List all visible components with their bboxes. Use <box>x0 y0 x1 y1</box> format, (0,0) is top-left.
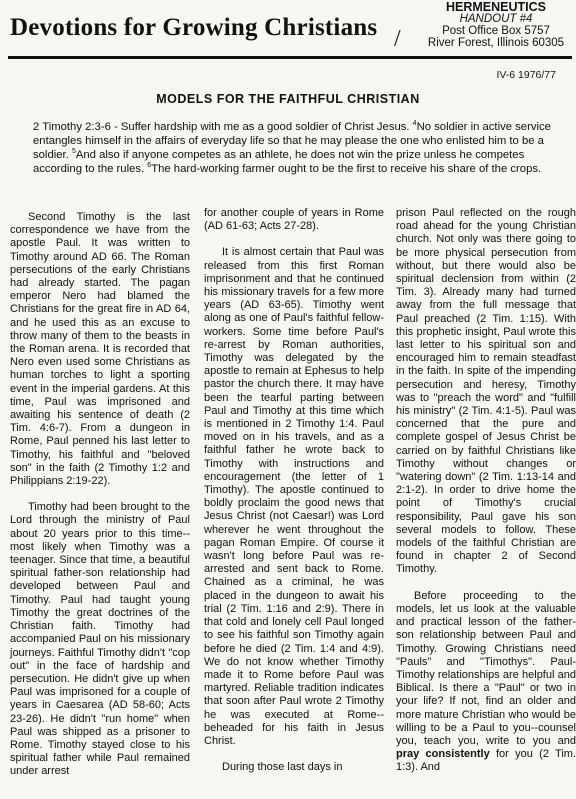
verse-3: - Suffer hardship with me as a good soldier of Christ Jesus. <box>110 121 413 133</box>
article-title: MODELS FOR THE FAITHFUL CHRISTIAN <box>156 92 420 106</box>
paragraph: During those last days in <box>222 761 343 774</box>
verse-number-5: 5 <box>71 148 76 156</box>
series-name: HERMENEUTICS <box>445 0 546 14</box>
column-2 <box>204 207 384 787</box>
paragraph: It is almost certain that Paul was released from this first Roman imprisonment and that he continued his missionary travels for a few more years (AD 63-65). Timothy went along as one of Paul's faithful fellow-workers. Some time before Paul's re-arrest by Roman authorities, Timothy was delegated by the apostle to remain at Ephesus to help pastor the church there. It may have been the tearful parting between Paul and Timothy at this time which is mentioned in 2 Timothy 1:4. Paul moved on in his travels, and as a faithful father he wrote back to Timothy with instructions and encouragement (the letter of 1 Timothy). The apostle continued to boldly proclaim the good news that Jesus Christ (not Caesar!) was Lord wherever he went throughout the pagan Roman Empire. Of course it wasn't long before Paul was re-arrested and sent back to Rome. Chained as a criminal, he was placed in the dungeon to await his trial (2 Tim. 1:16 and 2:9). There in that cold and lonely cell Paul longed to see his faithful son Timothy again before he died (2 Tim. 1:4 and 4:9). We do not know whether Timothy made it to Rome before Paul was martyred. Reliable tradition indicates that soon after Paul wrote 2 Timothy he was executed at Rome--beheaded for his faith in Jesus Christ. <box>204 246 384 747</box>
masthead-rule <box>8 56 572 59</box>
address-line-1: Post Office Box 5757 <box>442 25 550 37</box>
handout-number: HANDOUT #4 <box>459 13 533 25</box>
scripture-reference: 2 Timothy 2:3-6 <box>33 121 111 133</box>
verse-4: No soldier in active service entangles himself in the affairs of everyday life so that he may please the one who enlisted him to be a soldier. <box>33 121 551 161</box>
title-slash: / <box>394 26 401 52</box>
verse-6: The hard-working farmer ought to be the first to receive his share of the crops. <box>151 163 542 175</box>
verse-number-4: 4 <box>412 120 417 128</box>
emphasis-text: pray consistently <box>396 748 490 761</box>
paragraph-continued: prison Paul reflected on the rough road ahead for the young Christian church. Not only was there going to be more physical persecution from without, but there would also be spiritual declension from within (2 Tim. 3). Already many had turned away from the full message that Paul preached (2 Tim. 1:15). With this prophetic insight, Paul wrote this last letter to his spiritual son and encouraged him to remain steadfast in the faith. In spite of the impending persecution and heresy, Timothy was to "preach the word" and "fulfill his ministry" (2 Tim. 4:1-5). Paul was concerned that the pure and complete gospel of Jesus Christ be carried on by faithful Christians like Timothy without changes or "watering down" (2 Tim. 1:13-14 and 2:1-2). In order to drive home the point of Timothy's crucial responsibility, Paul gave his son several models to follow. These models of the faithful Christian are found in chapter 2 of Second Timothy. <box>396 207 576 576</box>
newsletter-title: Devotions for Growing Christians <box>10 14 378 41</box>
paragraph <box>396 590 576 775</box>
column-1 <box>10 211 190 792</box>
paragraph: Second Timothy is the last correspondence we have from the apostle Paul. It was written to Timothy around AD 66. The Roman persecutions of the early Christians had already started. The pagan emperor Nero had blamed the Christians for the great fire in AD 64, and he used this as an excuse to throw many of them to the beasts in the Roman arena. It is recorded that Nero even used some Christians as human torches to light a sporting event in the imperial gardens. At this time, Paul was imprisoned and awaiting his sentence of death (2 Tim. 4:6-7). From a dungeon in Rome, Paul penned his last letter to Timothy, his faithful and "beloved son" in the faith (2 Timothy 1:2 and Philippians 2:19-22). <box>10 211 190 488</box>
paragraph-text: Before proceeding to the models, let us look at the valuable and practical lesson of the father-son relationship between Paul and Timothy. Growing Christians need "Pauls" and "Timothys". Paul-Timothy relationships are helpful and Biblical. Is there a "Paul" or two in your life? If not, find an older and more mature Christian who would be willing to be a Paul to you--counsel you, teach you, write to you and <box>396 589 576 747</box>
paragraph: Timothy had been brought to the Lord through the ministry of Paul about 20 years prior to this time--most likely when Timothy was a teenager. Since that time, a beautiful spiritual father-son relationship had developed between Paul and Timothy. Paul had taught young Timothy the great doctrines of the Christian faith. Timothy had accompanied Paul on his missionary journeys. Faithful Timothy didn't "cop out" in the face of hardship and persecution. He didn't give up when Paul was imprisoned for a couple of years in Caesarea (AD 58-60; Acts 23-26). He didn't "run home" when Paul was shipped as a prisoner to Rome. Timothy stayed close to his spiritual father while Paul remained under arrest <box>10 501 190 778</box>
issue-number: IV-6 1976/77 <box>496 69 556 81</box>
paragraph-continued: for another couple of years in Rome (AD 61-63; Acts 27-28). <box>204 207 384 233</box>
scripture-passage <box>33 120 563 176</box>
masthead-info <box>420 1 572 49</box>
verse-5: And also if anyone competes as an athlete, he does not win the prize unless he competes according to the rules. <box>33 149 525 175</box>
column-3 <box>396 207 576 788</box>
verse-number-6: 6 <box>147 162 152 170</box>
address-line-2: River Forest, Illinois 60305 <box>427 37 565 49</box>
paragraph-text-end: for you (2 Tim. 1:3). And <box>396 748 576 774</box>
